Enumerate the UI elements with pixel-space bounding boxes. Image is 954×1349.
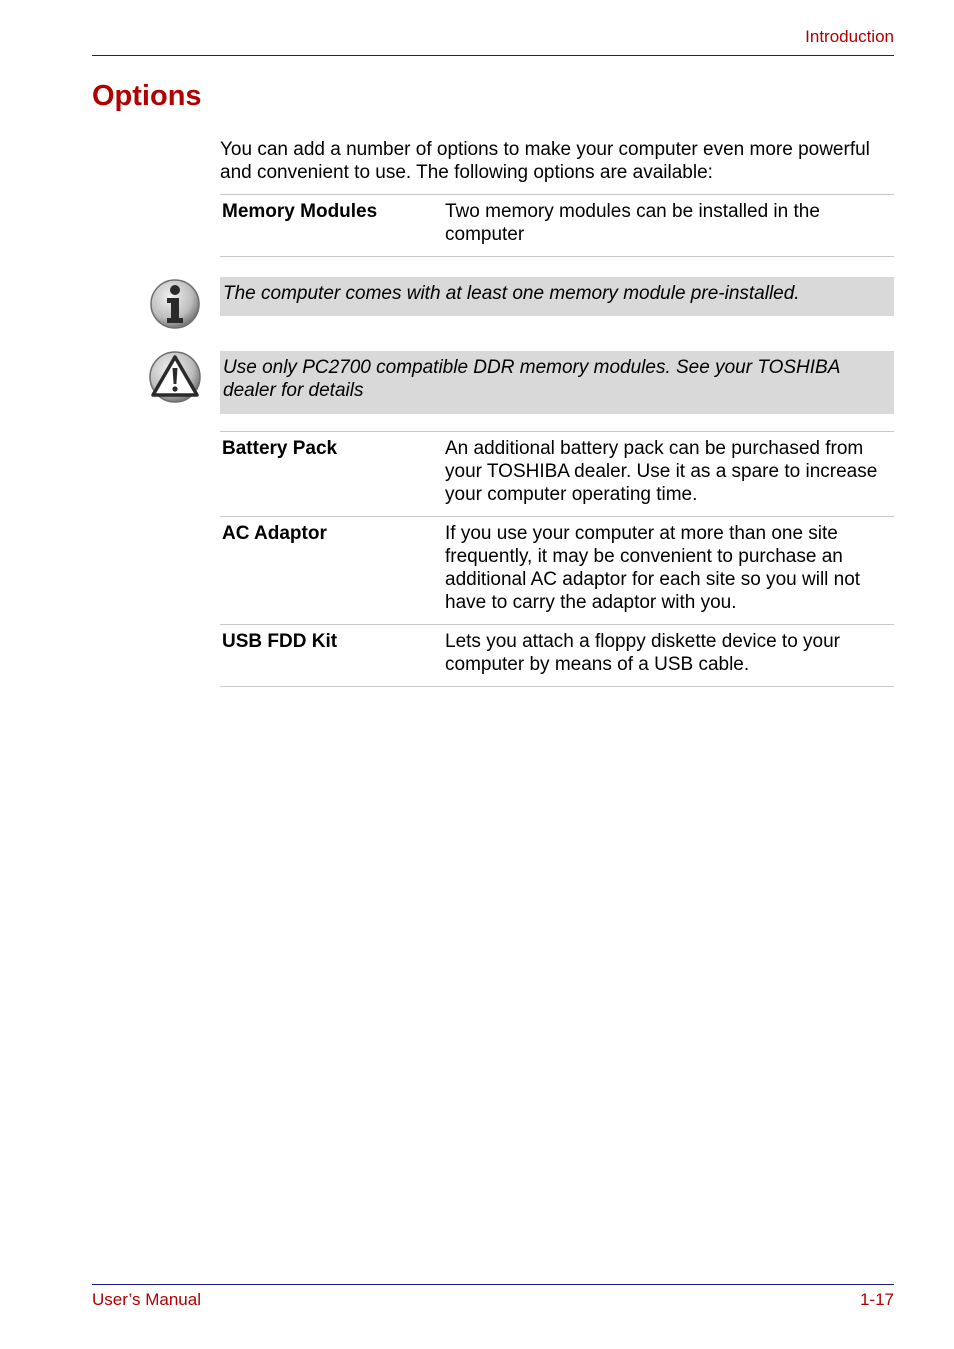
- running-header: Introduction: [805, 27, 894, 46]
- intro-paragraph: You can add a number of options to make your computer even more powerful and convenient to use. The following options are available:: [220, 139, 870, 183]
- table-row: [220, 625, 894, 687]
- table-row: [220, 195, 894, 257]
- option-name: AC Adaptor: [222, 523, 327, 544]
- warning-icon: [148, 350, 202, 404]
- option-description: An additional battery pack can be purchased from your TOSHIBA dealer. Use it as a spare to increase your computer operating time.: [445, 438, 878, 505]
- table-row: [220, 517, 894, 625]
- footer-rule: [92, 1284, 894, 1285]
- option-name: Memory Modules: [222, 201, 378, 222]
- option-name: USB FDD Kit: [222, 631, 338, 652]
- table-row: [220, 432, 894, 517]
- options-table-top: [220, 194, 894, 257]
- header-rule: [92, 55, 894, 56]
- page-title: Options: [92, 80, 202, 112]
- info-icon: [148, 278, 202, 330]
- option-name: Battery Pack: [222, 438, 338, 459]
- footer-manual-label: User’s Manual: [92, 1290, 201, 1309]
- option-description: Two memory modules can be installed in the computer: [445, 201, 820, 245]
- options-table-bottom: [220, 431, 894, 687]
- warning-note: Use only PC2700 compatible DDR memory modules. See your TOSHIBA dealer for details: [220, 351, 894, 414]
- info-note: The computer comes with at least one memory module pre-installed.: [220, 277, 894, 316]
- option-description: If you use your computer at more than one site frequently, it may be convenient to purchase an additional AC adaptor for each site so you will not have to carry the adaptor with you.: [445, 523, 861, 613]
- option-description: Lets you attach a floppy diskette device to your computer by means of a USB cable.: [445, 631, 841, 675]
- page-number: 1-17: [859, 1290, 894, 1309]
